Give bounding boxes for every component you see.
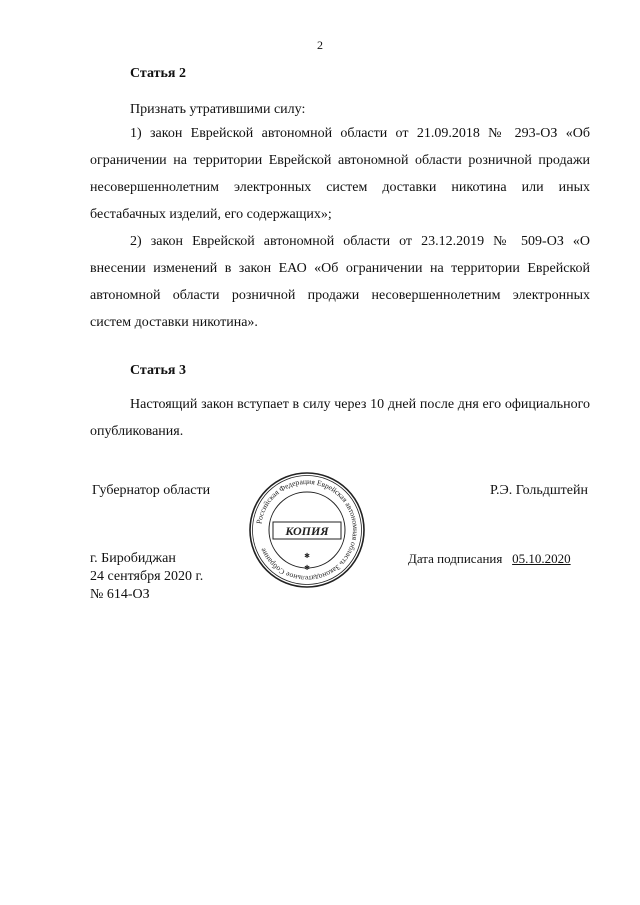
seal-star-icon-2: ✱ [304, 564, 310, 572]
article-3-heading: Статья 3 [130, 363, 186, 378]
page-number: 2 [317, 38, 323, 52]
governor-name: Р.Э. Гольдштейн [489, 483, 588, 498]
seal-center-text: КОПИЯ [285, 524, 329, 538]
city: г. Биробиджан [90, 551, 176, 566]
signing-date-row [408, 550, 571, 568]
governor-title: Губернатор области [92, 483, 211, 498]
article-2-item-1: 1) закон Еврейской автономной области от 21.09.2018 № 293-ОЗ «Об ограничении на территории Еврейской автономной области розничной продажи несовершеннолетним электронных систем доставки никотина или иных бестабачных изделий, его содержащих»; [90, 126, 590, 222]
law-number: № 614-ОЗ [90, 587, 150, 602]
seal-ring-text: Российская Федерация Еврейская автономная область Законодательное Собрание [254, 476, 361, 584]
article-2-heading: Статья 2 [130, 66, 186, 81]
article-3-text: Настоящий закон вступает в силу через 10 дней после дня его официального опубликования. [90, 397, 590, 439]
article-2-item-2: 2) закон Еврейской автономной области от 23.12.2019 № 509-ОЗ «О внесении изменений в закон ЕАО «Об ограничении на территории Еврейской автономной области розничной продажи несовершеннолетним электронных систем доставки никотина». [90, 234, 590, 330]
signing-date-value: 05.10.2020 [512, 551, 571, 566]
seal-star-icon: ✱ [304, 552, 310, 560]
law-date: 24 сентября 2020 г. [90, 569, 204, 584]
article-2-intro: Признать утратившими силу: [130, 102, 306, 117]
signing-date-label: Дата подписания [408, 551, 503, 566]
official-seal [247, 470, 367, 590]
